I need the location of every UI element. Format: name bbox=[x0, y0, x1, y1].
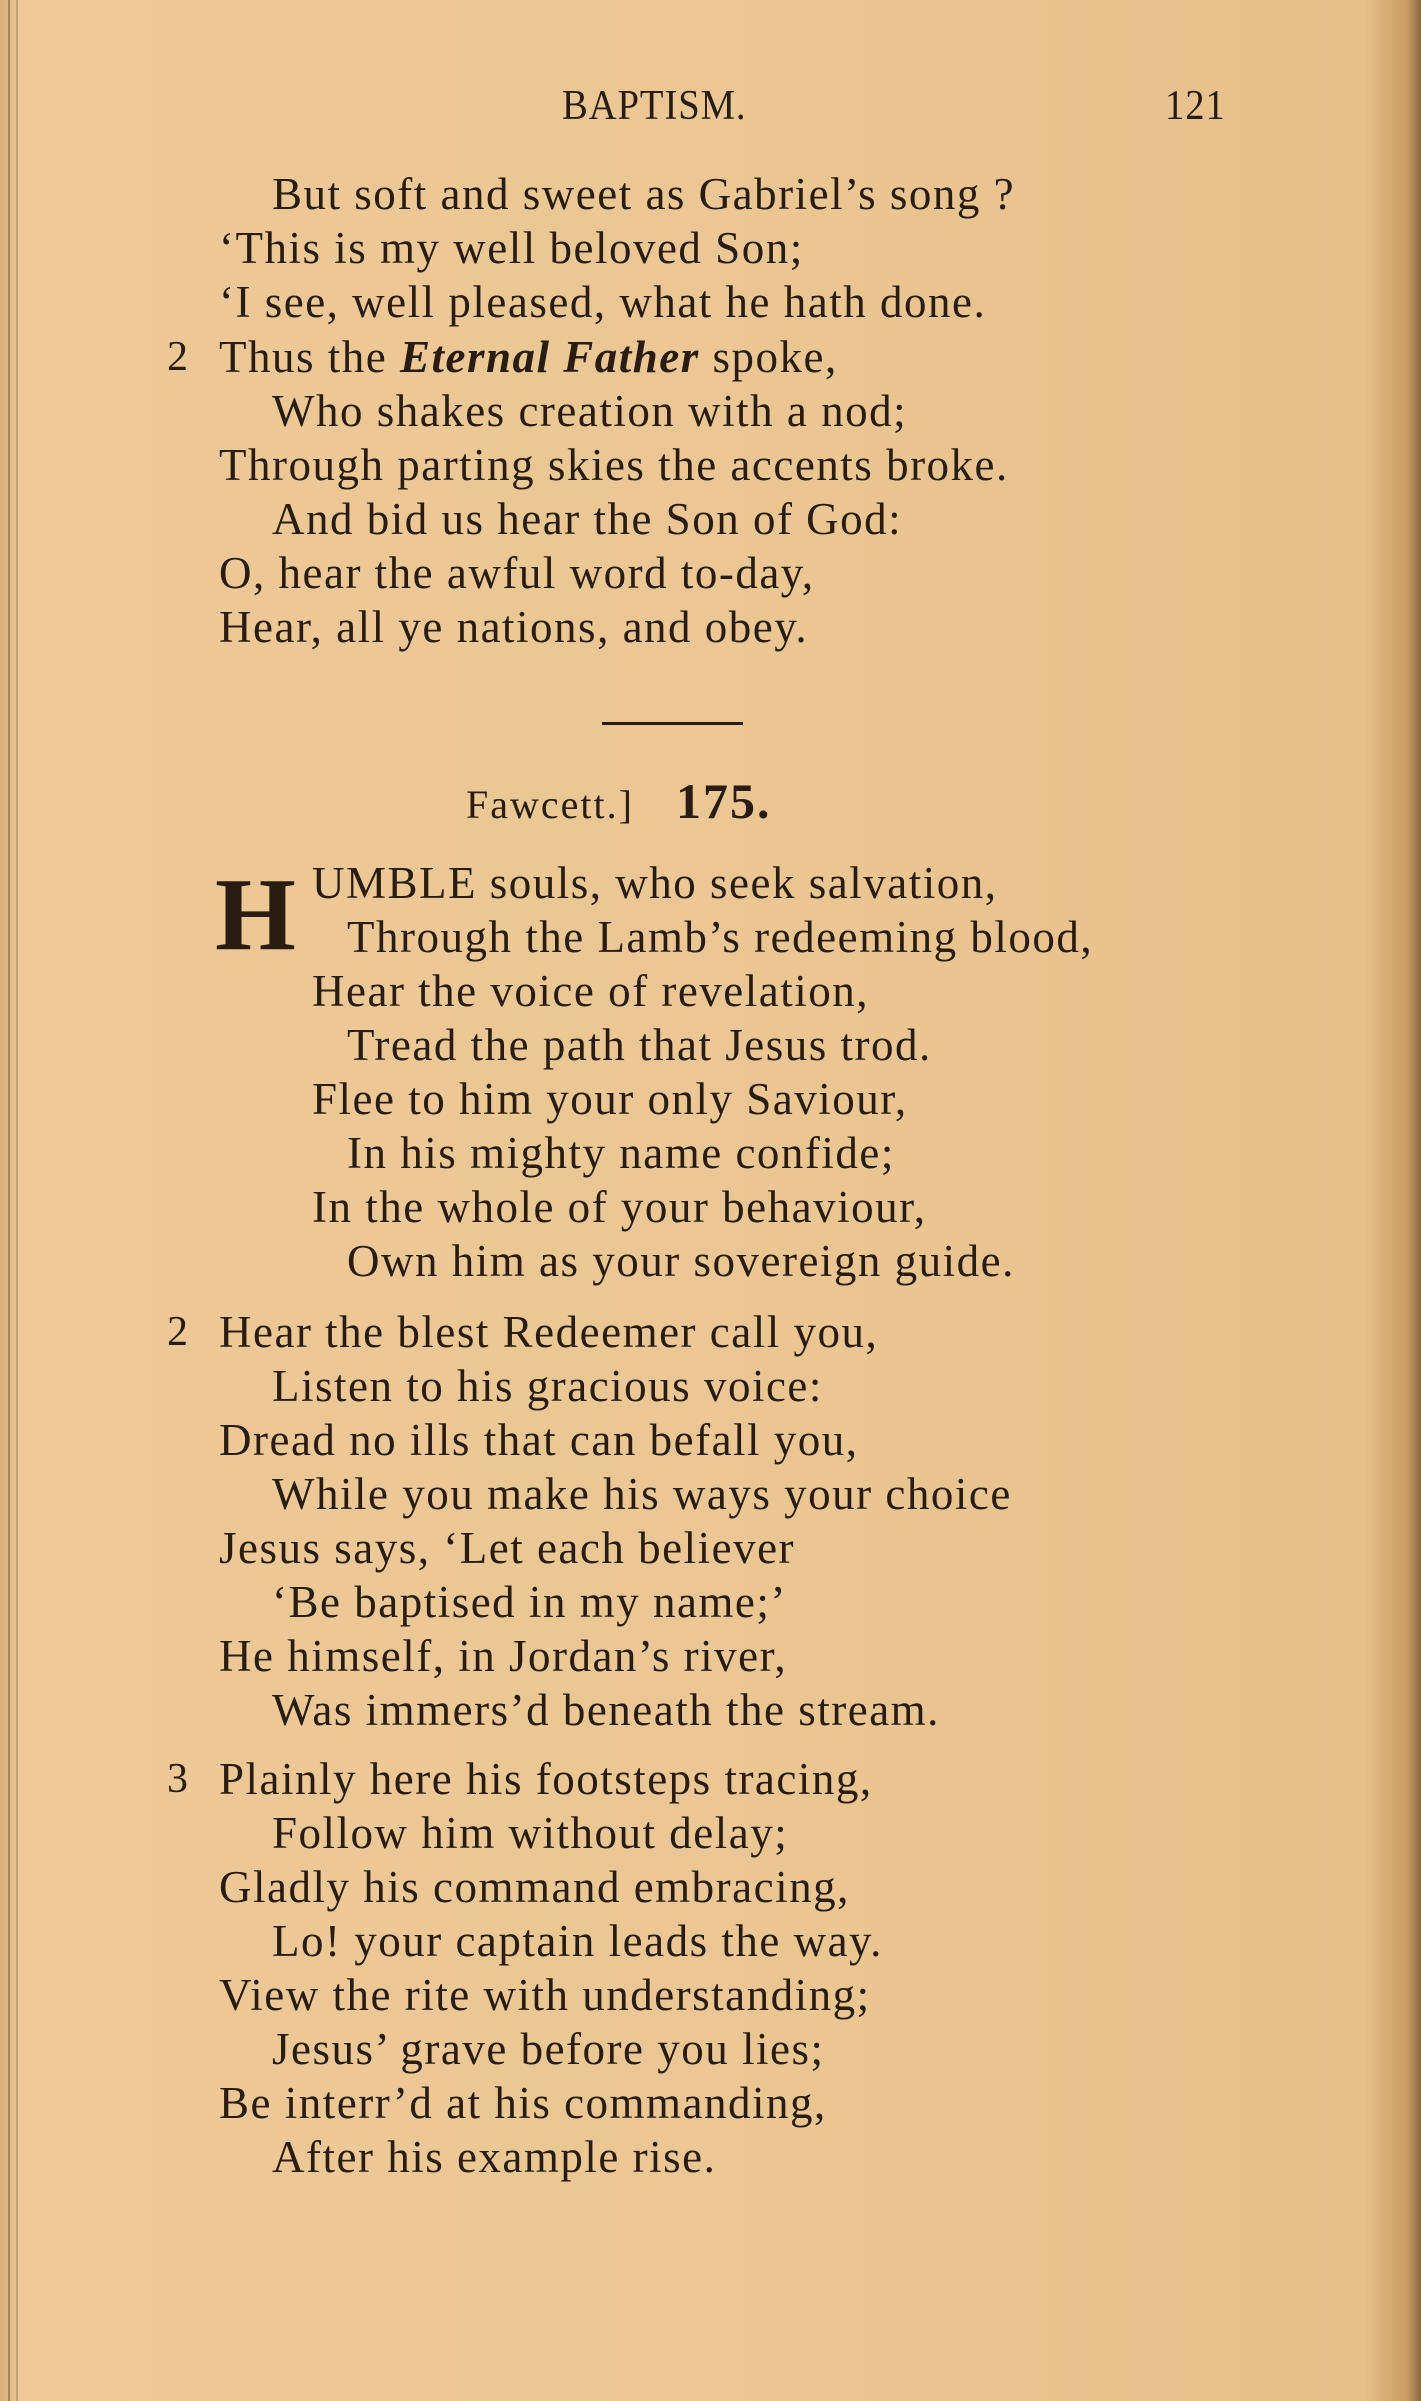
line-text: Hear the blest Redeemer call you, bbox=[219, 1307, 879, 1357]
line-text: Thus the bbox=[219, 332, 400, 382]
verse-line bbox=[219, 1467, 1319, 1521]
verse-line bbox=[219, 492, 1319, 546]
line-text: Who shakes creation with a nod; bbox=[272, 386, 908, 436]
verse-line bbox=[219, 1234, 1319, 1288]
verse-line bbox=[219, 1914, 1319, 1968]
page-edge-left bbox=[8, 0, 10, 2401]
line-text: Jesus’ grave before you lies; bbox=[272, 2024, 825, 2074]
line-text: Follow him without delay; bbox=[272, 1808, 789, 1858]
line-text: Flee to him your only Saviour, bbox=[312, 1074, 908, 1124]
line-text: Hear the voice of revelation, bbox=[312, 966, 870, 1016]
hymn-heading bbox=[466, 772, 771, 830]
verse-line bbox=[219, 1180, 1319, 1234]
line-text: View the rite with understanding; bbox=[219, 1970, 871, 2020]
stanza-number: 2 bbox=[167, 1309, 190, 1355]
stanza-number: 2 bbox=[167, 334, 190, 380]
line-text: Gladly his command embracing, bbox=[219, 1862, 850, 1912]
hymn-author: Fawcett.] bbox=[466, 782, 634, 827]
stanza-number: 3 bbox=[167, 1756, 190, 1802]
line-text: spoke, bbox=[699, 332, 838, 382]
verse-line bbox=[219, 438, 1319, 492]
page-number: 121 bbox=[1165, 83, 1226, 129]
section-divider bbox=[602, 722, 743, 725]
verse-line bbox=[219, 910, 1319, 964]
running-header: BAPTISM. bbox=[562, 83, 747, 129]
line-text: After his example rise. bbox=[272, 2132, 717, 2182]
verse-line bbox=[219, 1683, 1319, 1737]
line-text: While you make his ways your choice bbox=[272, 1469, 1012, 1519]
verse-line bbox=[219, 1359, 1319, 1413]
stanza bbox=[215, 856, 1319, 1288]
drop-cap: H bbox=[215, 857, 296, 972]
verse-line bbox=[219, 856, 1319, 910]
line-text: ‘Be baptised in my name;’ bbox=[272, 1577, 787, 1627]
stanza bbox=[167, 1752, 1319, 2184]
verse-line bbox=[219, 964, 1319, 1018]
verse-line bbox=[219, 1126, 1319, 1180]
verse-line bbox=[219, 1521, 1319, 1575]
stanza bbox=[219, 167, 1319, 329]
verse-line bbox=[219, 167, 1319, 221]
line-text: Lo! your captain leads the way. bbox=[272, 1916, 883, 1966]
line-text: Was immers’d beneath the stream. bbox=[272, 1685, 940, 1735]
verse-line bbox=[219, 1072, 1319, 1126]
verse-line bbox=[219, 384, 1319, 438]
verse-line bbox=[219, 1860, 1319, 1914]
line-text: O, hear the awful word to-day, bbox=[219, 548, 815, 598]
stanza bbox=[167, 330, 1319, 654]
line-text: Jesus says, ‘Let each believer bbox=[219, 1523, 796, 1573]
verse-line bbox=[219, 2022, 1319, 2076]
verse-line bbox=[219, 1806, 1319, 1860]
line-text: Hear, all ye nations, and obey. bbox=[219, 602, 809, 652]
verse-line bbox=[167, 1752, 1319, 1806]
verse-line bbox=[219, 275, 1319, 329]
verse-line bbox=[219, 546, 1319, 600]
verse-line bbox=[167, 1305, 1319, 1359]
line-text: And bid us hear the Son of God: bbox=[272, 494, 903, 544]
verse-line bbox=[219, 1575, 1319, 1629]
line-text: In the whole of your behaviour, bbox=[312, 1182, 927, 1232]
line-text: Through the Lamb’s redeeming blood, bbox=[347, 912, 1094, 962]
verse-line bbox=[219, 1413, 1319, 1467]
verse-line bbox=[219, 1968, 1319, 2022]
line-text: Own him as your sovereign guide. bbox=[347, 1236, 1015, 1286]
verse-line bbox=[219, 1018, 1319, 1072]
verse-line bbox=[167, 330, 1319, 384]
stanza bbox=[167, 1305, 1319, 1737]
line-text: Plainly here his footsteps tracing, bbox=[219, 1754, 873, 1804]
line-text: Listen to his gracious voice: bbox=[272, 1361, 823, 1411]
line-text: Through parting skies the accents broke. bbox=[219, 440, 1009, 490]
verse-line bbox=[219, 2130, 1319, 2184]
verse-line bbox=[219, 600, 1319, 654]
line-text: In his mighty name confide; bbox=[347, 1128, 895, 1178]
line-text: Be interr’d at his commanding, bbox=[219, 2078, 827, 2128]
verse-line bbox=[219, 1629, 1319, 1683]
line-text: ‘I see, well pleased, what he hath done. bbox=[219, 277, 987, 327]
italic-phrase: Eternal Father bbox=[399, 332, 700, 382]
verse-line bbox=[219, 221, 1319, 275]
line-text: But soft and sweet as Gabriel’s song ? bbox=[272, 169, 1016, 219]
page-edge-left-inner bbox=[16, 0, 18, 2401]
hymn-number: 175. bbox=[675, 773, 772, 829]
line-text: UMBLE souls, who seek salvation, bbox=[312, 858, 998, 908]
line-text: ‘This is my well beloved Son; bbox=[219, 223, 804, 273]
verse-line bbox=[219, 2076, 1319, 2130]
line-text: Tread the path that Jesus trod. bbox=[347, 1020, 932, 1070]
line-text: He himself, in Jordan’s river, bbox=[219, 1631, 788, 1681]
line-text: Dread no ills that can befall you, bbox=[219, 1415, 859, 1465]
